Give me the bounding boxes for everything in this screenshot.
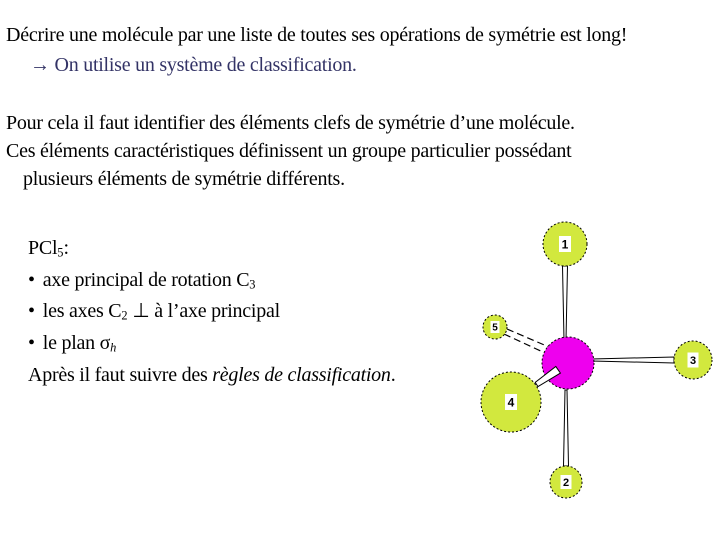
pcl5-title-colon: : [63,237,69,259]
bullet-1-subscript: 3 [249,277,256,292]
footer-italic-text: règles de classification [212,363,391,386]
pcl5-formula: PCl [28,237,58,259]
atom-label: 4 [507,395,515,410]
bond-dashed [507,329,549,347]
intro-line-1: Décrire une molécule par une liste de toutes ses opérations de symétrie est long! [6,24,628,46]
bullet-icon: • [28,332,35,355]
bond-stick [564,390,569,466]
bullet-icon: • [28,268,35,291]
footer-text: Après il faut suivre des [28,363,213,386]
bullet-3-text: le plan σ [42,332,111,355]
intro-line-2-text: On utilise un système de classification. [49,54,357,76]
intro-paragraph [6,20,627,80]
atom-label: 1 [561,237,569,252]
pcl5-bullet-axes-c2 [28,298,395,330]
arrow-right-icon: → [30,54,50,76]
body-paragraph [6,109,575,193]
bullet-2-tail: ⊥ à l’axe principal [127,300,280,323]
pcl5-list [28,235,395,389]
body-line-2: Ces éléments caractéristiques définissent un groupe particulier possédant [6,140,572,162]
bullet-2-text: les axes C [42,300,122,323]
bond-dashed [504,334,545,353]
pcl5-footer [28,362,395,389]
atom-label: 2 [562,476,570,489]
atom-label: 3 [689,354,697,367]
body-line-1: Pour cela il faut identifier des éléments clefs de symétrie d’une molécule. [6,112,575,134]
phosphorus-atom [542,337,594,389]
bullet-1-text: axe principal de rotation C [42,268,250,291]
pcl5-formula-subscript: 5 [57,245,64,260]
bond-stick [592,357,674,363]
bullet-3-subscript: h [110,340,117,355]
atom-label: 5 [492,322,498,334]
pcl5-title [28,235,395,267]
bullet-icon: • [28,300,35,323]
intro-line-2 [6,50,627,80]
bullet-2-subscript: 2 [121,309,128,324]
bond-stick [563,266,568,340]
pcl5-bullet-axe-principal [28,267,395,299]
pcl5-bullet-plan-sigma [28,330,395,362]
body-line-3: plusieurs éléments de symétrie différents. [23,168,345,190]
pcl5-molecule-diagram [430,200,720,530]
footer-period: . [390,363,396,386]
